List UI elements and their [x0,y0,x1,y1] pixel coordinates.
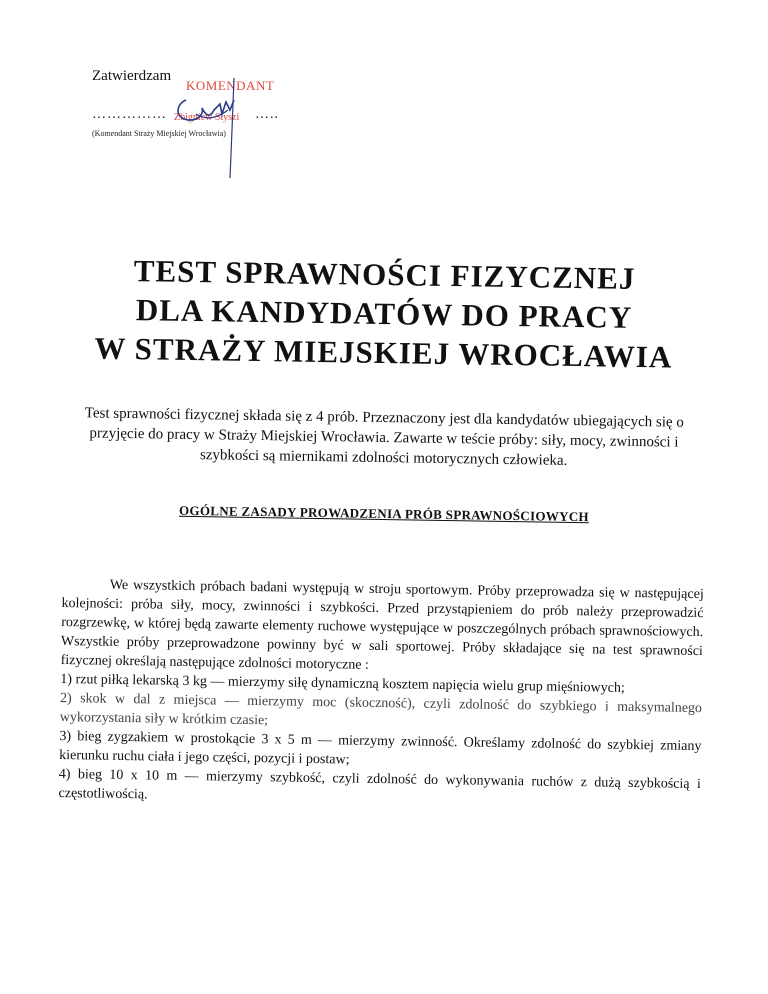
section-heading: OGÓLNE ZASADY PROWADZENIA PRÓB SPRAWNOŚCIOWYCH [178,502,590,525]
list-item-2: 2) skok w dal z miejsca — mierzymy moc (skoczność), czyli zdolność do szybkiego i maksymalnego wykorzystania siły w krótkim czasie; [59,690,703,729]
handwritten-signature [168,70,268,180]
rules-paragraph: We wszystkich próbach badani występują w stroju sportowym. Próby przeprowadza się w następującej kolejności: próba siły, mocy, zwinności i szybkości. Przed przystąpieniem do prób należy przeprowadzić rozgrzewkę, w której będą zawarte elementy ruchowe występujące w poszczególnych próbach sprawnościowych. Wszystkie próby przeprowadzone powinny być w sali sportowej. Próby składające się na test sprawności fizycznej określają następujące zdolności motoryczne : [60,577,704,673]
approval-caption: (Komendant Straży Miejskiej Wrocławia) [92,129,226,138]
rules-body [58,575,704,813]
title-line-1: TEST SPRAWNOŚCI FIZYCZNEJ [133,253,636,296]
list-item-3: 3) bieg zygzakiem w prostokącie 3 x 5 m — mierzymy zwinność. Określamy zdolność do szybkiej zmiany kierunku ruchu ciała i jego części, pozycji i postaw; [59,728,702,768]
title-line-2: DLA KANDYDATÓW DO PRACY [135,292,633,335]
document-title [0,249,768,378]
approval-title: Zatwierdzam [92,68,172,84]
intro-paragraph: Test sprawności fizycznej składa się z 4 prób. Przeznaczony jest dla kandydatów ubiegających się o przyjęcie do pracy w Straży Miejskiej Wrocławia. Zawarte w teście próby: siły, mocy, zwinności i szybkości są miernikami zdolności motorycznych człowieka. [84,405,684,469]
stamp-name: Zbigniew Słyszi [174,112,240,123]
list-item-4: 4) bieg 10 x 10 m — mierzymy szybkość, czyli zdolność do wykonywania ruchów z dużą szybkością i częstotliwością. [58,766,701,803]
list-item-1: 1) rzut piłką lekarską 3 kg — mierzymy siłę dynamiczną kosztem napięcia wielu grup mięśniowych; [60,671,625,696]
title-line-3: W STRAŻY MIEJSKIEJ WROCŁAWIA [94,330,673,375]
signature-line: …………… ….. [92,107,279,122]
stamp-title: KOMENDANT [186,78,275,93]
